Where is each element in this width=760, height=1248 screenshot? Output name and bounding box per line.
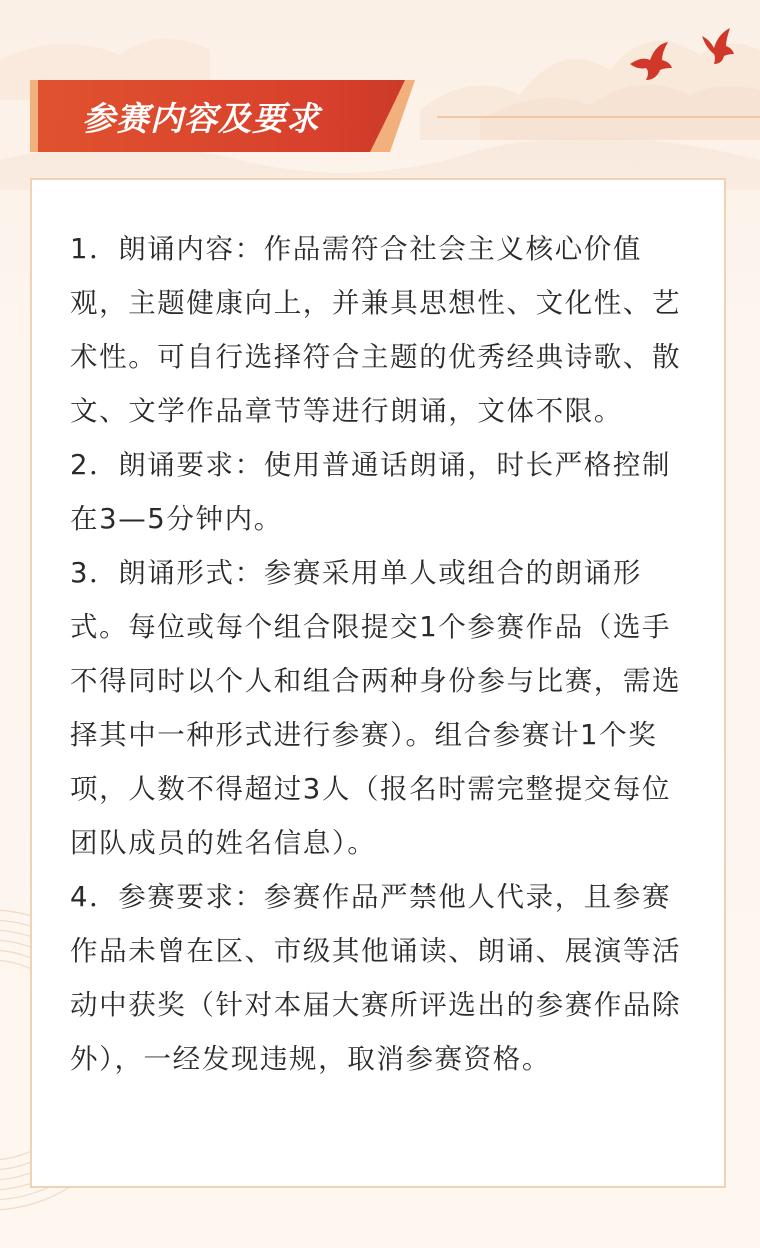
header-divider-line: [437, 116, 760, 118]
requirements-list: [70, 222, 700, 1086]
list-item: 4．参赛要求：参赛作品严禁他人代录，且参赛作品未曾在区、市级其他诵读、朗诵、展演等活动中获奖（针对本届大赛所评选出的参赛作品除外），一经发现违规，取消参赛资格。: [70, 881, 682, 1075]
content-panel: [30, 178, 726, 1188]
dove-icon: [700, 26, 736, 66]
list-item: 1．朗诵内容：作品需符合社会主义核心价值观，主题健康向上，并兼具思想性、文化性、艺术性。可自行选择符合主题的优秀经典诗歌、散文、文学作品章节等进行朗诵，文体不限。: [70, 233, 682, 427]
list-item: 3．朗诵形式：参赛采用单人或组合的朗诵形式。每位或每个组合限提交1个参赛作品（选手不得同时以个人和组合两种身份参与比赛，需选择其中一种形式进行参赛）。组合参赛计1个奖项，人数不得超过3人（报名时需完整提交每位团队成员的姓名信息）。: [70, 557, 682, 859]
section-header: [30, 80, 415, 152]
dove-icon: [628, 40, 674, 82]
list-item: 2．朗诵要求：使用普通话朗诵，时长严格控制在3—5分钟内。: [70, 449, 672, 535]
section-title: 参赛内容及要求: [82, 99, 320, 138]
